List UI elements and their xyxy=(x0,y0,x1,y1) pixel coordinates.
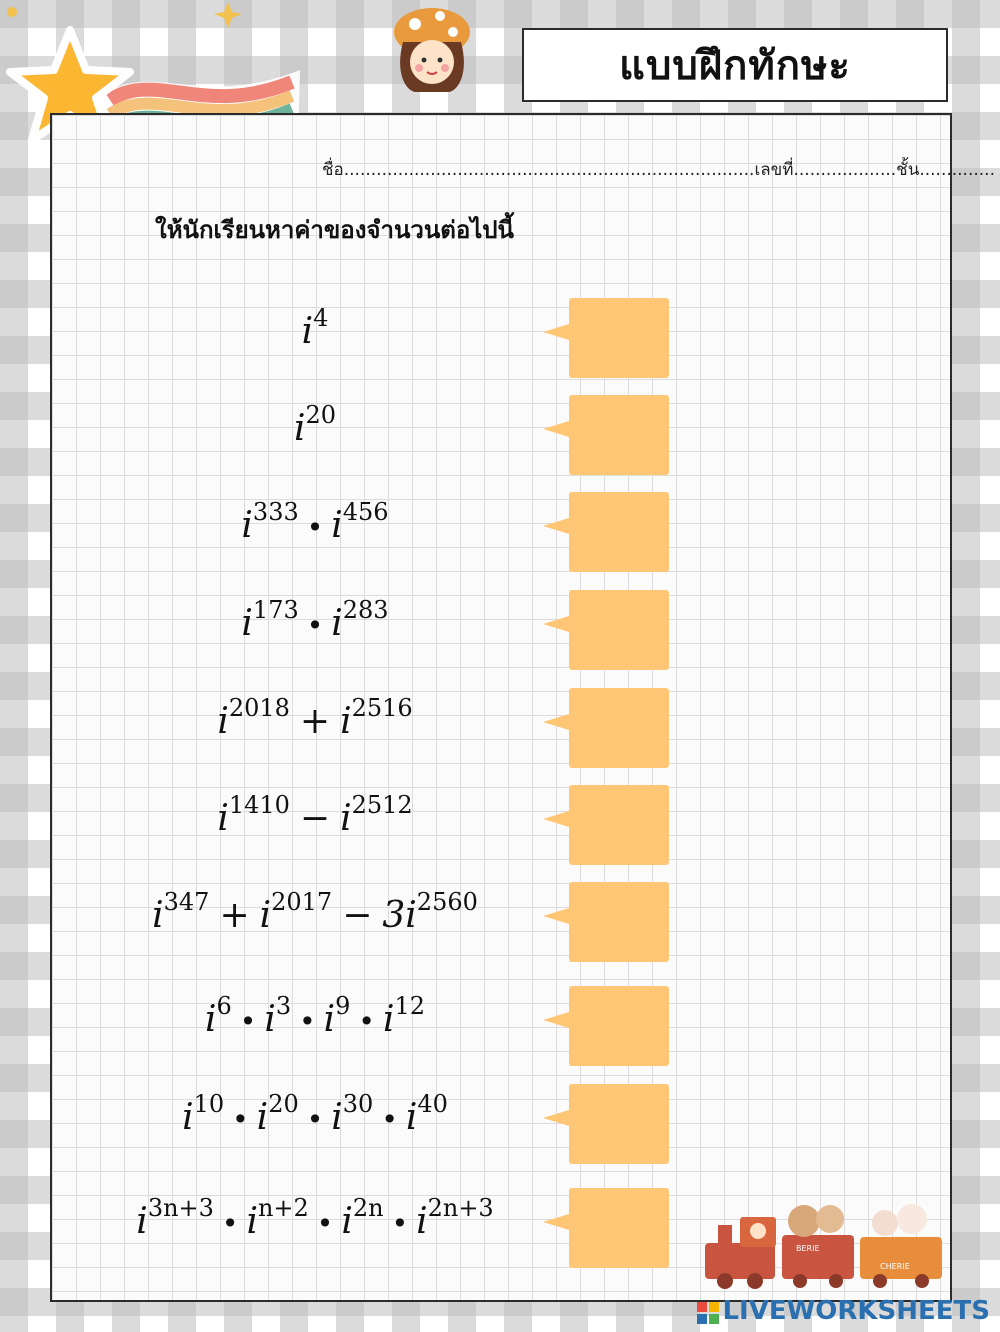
answer-box-1[interactable] xyxy=(569,298,669,378)
answer-box-7[interactable] xyxy=(569,882,669,962)
expression-base: i xyxy=(217,701,229,742)
expression-base: i xyxy=(241,505,253,546)
expression-operator: − xyxy=(299,798,331,839)
answer-box-5[interactable] xyxy=(569,688,669,768)
expression-base: i xyxy=(217,798,229,839)
expression-base: 3i xyxy=(382,895,417,936)
expression-exponent: 173 xyxy=(252,596,299,624)
expression-exponent: 2018 xyxy=(228,694,290,722)
expression-exponent: 2n xyxy=(352,1194,384,1222)
expression-base: i xyxy=(416,1201,428,1242)
train-label-berie: BERIE xyxy=(796,1244,820,1253)
exercise-expression xyxy=(110,992,520,1040)
expression-exponent: 12 xyxy=(394,992,425,1020)
expression-operator: • xyxy=(239,1005,257,1038)
exercise-expression xyxy=(110,791,520,839)
expression-base: i xyxy=(382,999,395,1040)
expression-exponent: 2n+3 xyxy=(427,1194,494,1222)
expression-exponent: n+2 xyxy=(257,1194,309,1222)
exercise-expression xyxy=(110,401,520,449)
expression-base: i xyxy=(331,603,343,644)
expression-operator: • xyxy=(358,1005,375,1038)
exercise-expression xyxy=(110,596,520,644)
expression-operator: • xyxy=(391,1207,409,1240)
expression-exponent: 347 xyxy=(163,888,210,916)
answer-box-4[interactable] xyxy=(569,590,669,670)
expression-base: i xyxy=(241,603,253,644)
expression-exponent: 30 xyxy=(342,1090,374,1118)
expression-base: i xyxy=(205,999,217,1040)
expression-operator: • xyxy=(221,1207,239,1240)
page-title: แบบฝึกทักษะ xyxy=(619,43,851,89)
answer-box-9[interactable] xyxy=(569,1084,669,1164)
brand-text: LIVEWORKSHEETS xyxy=(722,1296,990,1326)
exercise-expression xyxy=(110,1090,520,1138)
expression-operator: • xyxy=(306,609,324,642)
expression-base: i xyxy=(136,1201,148,1242)
expression-operator: • xyxy=(306,511,324,544)
answer-box-3[interactable] xyxy=(569,492,669,572)
expression-exponent: 20 xyxy=(305,401,337,429)
expression-base: i xyxy=(331,505,343,546)
expression-base: i xyxy=(323,999,336,1040)
expression-exponent: 3 xyxy=(275,992,292,1020)
expression-operator: • xyxy=(381,1103,398,1136)
expression-exponent: 4 xyxy=(313,304,329,332)
expression-base: i xyxy=(182,1097,194,1138)
expression-base: i xyxy=(405,1097,418,1138)
toy-train-sticker xyxy=(700,1195,950,1295)
expression-exponent: 2017 xyxy=(271,888,333,916)
train-label-cherie: CHERIE xyxy=(880,1262,910,1271)
expression-base: i xyxy=(293,408,306,449)
expression-base: i xyxy=(259,895,272,936)
exercise-expression xyxy=(110,1194,520,1242)
expression-exponent: 333 xyxy=(252,498,299,526)
expression-operator: • xyxy=(316,1207,334,1240)
expression-base: i xyxy=(340,701,352,742)
student-info-line: ชื่อ............................................................................เลขที่...................ชั้น.............. xyxy=(322,160,995,180)
expression-exponent: 2516 xyxy=(351,694,413,722)
expression-exponent: 40 xyxy=(417,1090,448,1118)
expression-exponent: 456 xyxy=(342,498,389,526)
expression-exponent: 2560 xyxy=(416,888,478,916)
title-box xyxy=(522,28,948,102)
expression-exponent: 3n+3 xyxy=(147,1194,214,1222)
answer-box-8[interactable] xyxy=(569,986,669,1066)
expression-base: i xyxy=(246,1201,258,1242)
expression-base: i xyxy=(152,895,164,936)
expression-operator: • xyxy=(299,1005,316,1038)
expression-base: i xyxy=(264,999,276,1040)
expression-exponent: 2512 xyxy=(351,791,413,819)
expression-exponent: 1410 xyxy=(228,791,290,819)
expression-base: i xyxy=(341,1201,353,1242)
expression-operator: • xyxy=(232,1103,249,1136)
expression-exponent: 10 xyxy=(193,1090,225,1118)
instruction-text: ให้นักเรียนหาค่าของจำนวนต่อไปนี้ xyxy=(155,216,514,244)
expression-exponent: 9 xyxy=(335,992,351,1020)
expression-base: i xyxy=(340,798,352,839)
answer-box-2[interactable] xyxy=(569,395,669,475)
exercise-expression xyxy=(110,888,520,936)
expression-operator: + xyxy=(299,701,331,742)
expression-base: i xyxy=(331,1097,343,1138)
expression-operator: + xyxy=(219,895,250,936)
expression-operator: • xyxy=(306,1103,324,1136)
expression-exponent: 283 xyxy=(342,596,389,624)
expression-exponent: 20 xyxy=(268,1090,299,1118)
expression-base: i xyxy=(301,311,314,352)
exercise-expression xyxy=(110,694,520,742)
mushroom-girl-sticker xyxy=(385,2,480,97)
expression-operator: − xyxy=(342,895,373,936)
expression-exponent: 6 xyxy=(216,992,232,1020)
answer-box-6[interactable] xyxy=(569,785,669,865)
answer-box-10[interactable] xyxy=(569,1188,669,1268)
exercise-expression xyxy=(110,304,520,352)
expression-base: i xyxy=(256,1097,269,1138)
exercise-expression xyxy=(110,498,520,546)
liveworksheets-logo xyxy=(697,1302,719,1324)
